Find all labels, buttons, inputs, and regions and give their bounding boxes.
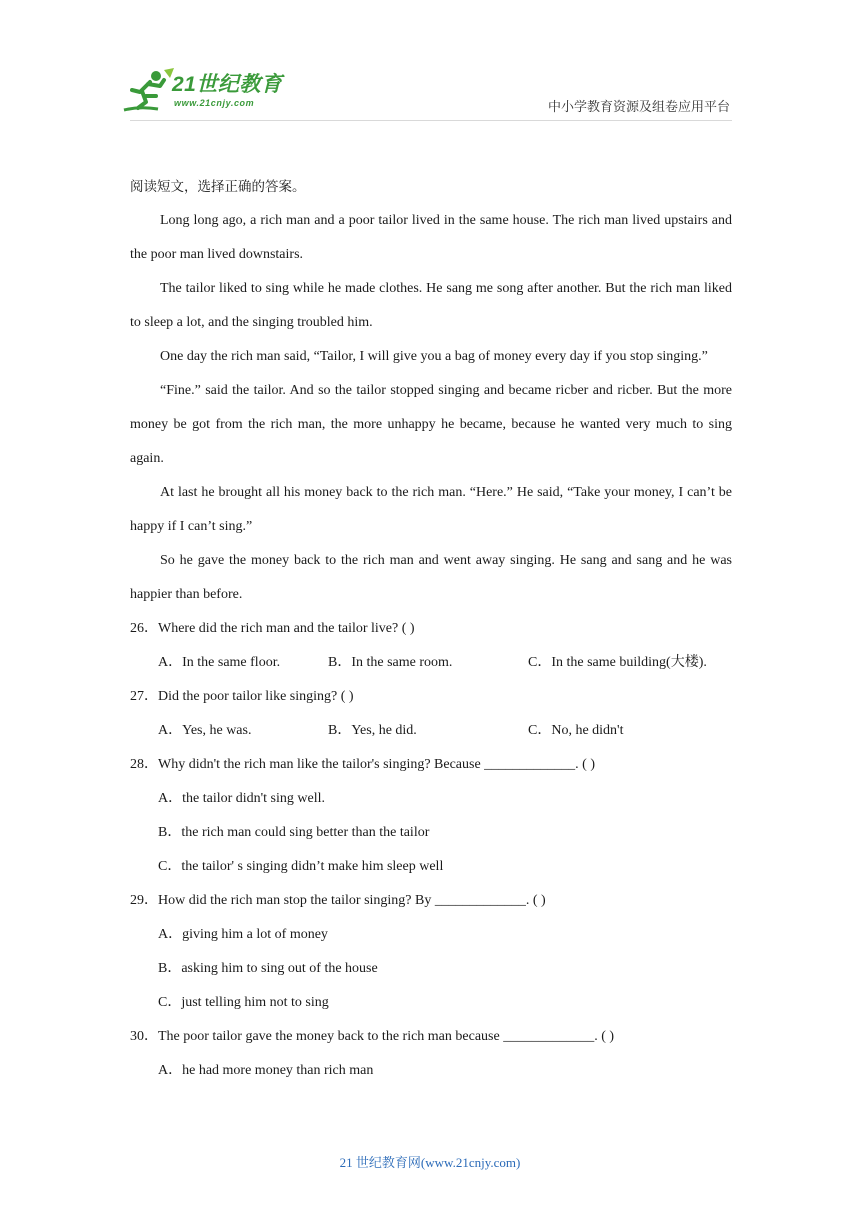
passage-paragraph-3: One day the rich man said, “Tailor, I will give you a bag of money every day if you stop singing.” [160, 349, 708, 364]
q28-option-a: A．the tailor didn't sing well. [158, 791, 326, 806]
document-body [130, 170, 732, 1088]
site-logo [120, 66, 290, 116]
q30-option-a: A．he had more money than rich man [158, 1063, 374, 1078]
q27-option-b: B．Yes, he did. [328, 723, 417, 738]
runner-logo-icon [120, 66, 176, 114]
logo-url: www.21cnjy.com [174, 98, 255, 108]
page-footer: 21 世纪教育网(www.21cnjy.com) [339, 1155, 521, 1170]
instruction: 阅读短文，选择正确的答案。 [130, 179, 306, 195]
question-30: 30．The poor tailor gave the money back to the rich man because _____________. ( ) [130, 1029, 615, 1044]
q26-option-c: C．In the same building(大楼). [528, 655, 707, 670]
passage-paragraph-1: Long long ago, a rich man and a poor tailor lived in the same house. The rich man lived upstairs and the poor man lived downstairs. [130, 213, 732, 262]
q26-option-b: B．In the same room. [328, 655, 453, 670]
platform-title: 中小学教育资源及组卷应用平台 [547, 100, 730, 115]
q27-option-c: C．No, he didn't [528, 723, 624, 738]
q29-option-b: B．asking him to sing out of the house [158, 961, 378, 976]
q29-option-c: C．just telling him not to sing [158, 995, 329, 1010]
passage-paragraph-4: “Fine.” said the tailor. And so the tailor stopped singing and became ricber and ricber. But the more money be got from the rich man, the more unhappy he became, because he wanted very much to sing again. [130, 383, 732, 466]
page-header [0, 0, 860, 130]
question-29: 29．How did the rich man stop the tailor singing? By _____________. ( ) [130, 893, 546, 908]
passage-paragraph-6: So he gave the money back to the rich man and went away singing. He sang and sang and he was happier than before. [130, 553, 732, 602]
passage-paragraph-5: At last he brought all his money back to the rich man. “Here.” He said, “Take your money, I can’t be happy if I can’t sing.” [130, 485, 732, 534]
q29-option-a: A．giving him a lot of money [158, 927, 328, 942]
logo-text: 21世纪教育 [172, 73, 283, 96]
q26-option-a: A．In the same floor. [158, 655, 281, 670]
question-27: 27．Did the poor tailor like singing? ( ) [130, 689, 354, 704]
question-28: 28．Why didn't the rich man like the tailor's singing? Because _____________. ( ) [130, 757, 596, 772]
question-26: 26．Where did the rich man and the tailor live? ( ) [130, 621, 415, 636]
question-27-options [130, 714, 732, 748]
q27-option-a: A．Yes, he was. [158, 723, 252, 738]
header-divider [130, 120, 732, 121]
passage-paragraph-2: The tailor liked to sing while he made clothes. He sang me song after another. But the rich man liked to sleep a lot, and the singing troubled him. [130, 281, 732, 330]
question-26-options [130, 646, 732, 680]
q28-option-c: C．the tailor' s singing didn’t make him sleep well [158, 859, 444, 874]
q28-option-b: B．the rich man could sing better than the tailor [158, 825, 430, 840]
